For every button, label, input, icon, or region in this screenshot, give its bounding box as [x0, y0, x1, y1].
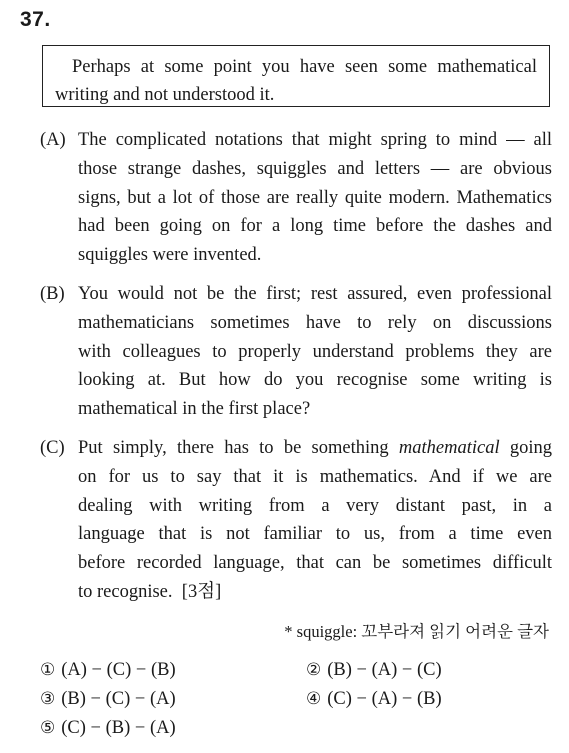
paragraph-b — [40, 280, 552, 424]
circled-number-icon: ① — [40, 660, 56, 680]
paragraph-c-text: Put simply, there has to be something — [78, 438, 399, 458]
choice-3[interactable] — [40, 685, 176, 714]
choice-text: (B) − (A) − (C) — [327, 660, 442, 680]
circled-number-icon: ③ — [40, 689, 56, 709]
choice-2[interactable] — [306, 656, 442, 685]
points-badge: [3점] — [181, 581, 222, 602]
paragraph-b-line: mathematical in the first place? — [78, 399, 311, 420]
paragraph-a-line: squiggles were invented. — [78, 245, 262, 266]
paragraph-c-line: on for us to say that it is mathematics. And if we are — [78, 466, 552, 487]
intro-box — [42, 45, 550, 107]
choice-text: (A) − (C) − (B) — [61, 660, 176, 680]
paragraph-a-line: those strange dashes, squiggles and letters — are obvious — [78, 158, 552, 179]
paragraph-b-line: with colleagues to properly understand problems they are — [78, 341, 552, 362]
choice-text: (C) − (B) − (A) — [61, 718, 176, 738]
paragraph-b-line: mathematicians sometimes have to rely on discussions — [78, 312, 552, 333]
paragraph-a-line: signs, but a lot of those are really quite modern. Mathematics — [78, 187, 552, 208]
paragraph-c-last-line — [78, 578, 552, 607]
intro-line-1: Perhaps at some point you have seen some mathematical — [72, 57, 537, 77]
paragraph-c-text: to recognise. — [78, 581, 173, 602]
paragraph-label-a: (A) — [40, 130, 66, 150]
paragraph-b-line: looking at. But how do you recognise some writing is — [78, 370, 552, 391]
paragraph-label-c: (C) — [40, 438, 65, 458]
choice-text: (B) − (C) − (A) — [61, 689, 176, 709]
question-number: 37. — [20, 8, 51, 31]
choice-1[interactable] — [40, 656, 176, 685]
choice-4[interactable] — [306, 685, 442, 714]
circled-number-icon: ⑤ — [40, 718, 56, 738]
emphasis-mathematical: mathematical — [398, 438, 500, 458]
paragraph-c-line: dealing with writing from a very distant past, in a — [78, 495, 552, 516]
paragraph-a — [40, 126, 552, 270]
paragraph-label-b: (B) — [40, 284, 65, 304]
choice-text: (C) − (A) − (B) — [327, 689, 442, 709]
paragraph-c-line: language that is not familiar to us, from a time even — [78, 524, 552, 545]
paragraph-a-line: had been going on for a long time before the dashes and — [78, 216, 552, 237]
paragraph-c — [40, 434, 552, 607]
paragraph-c-line: before recorded language, that can be sometimes difficult — [78, 553, 552, 574]
paragraph-c-text: going — [499, 438, 552, 458]
intro-line-2: writing and not understood it. — [55, 85, 275, 105]
circled-number-icon: ② — [306, 660, 322, 680]
circled-number-icon: ④ — [306, 689, 322, 709]
paragraph-c-line-1 — [78, 434, 552, 463]
paragraph-a-line: The complicated notations that might spring to mind — all — [78, 130, 552, 150]
choice-5[interactable] — [40, 714, 176, 743]
paragraph-b-line: You would not be the first; rest assured, even professional — [78, 284, 552, 304]
footnote: * squiggle: 꼬부라져 읽기 어려운 글자 — [284, 622, 549, 641]
